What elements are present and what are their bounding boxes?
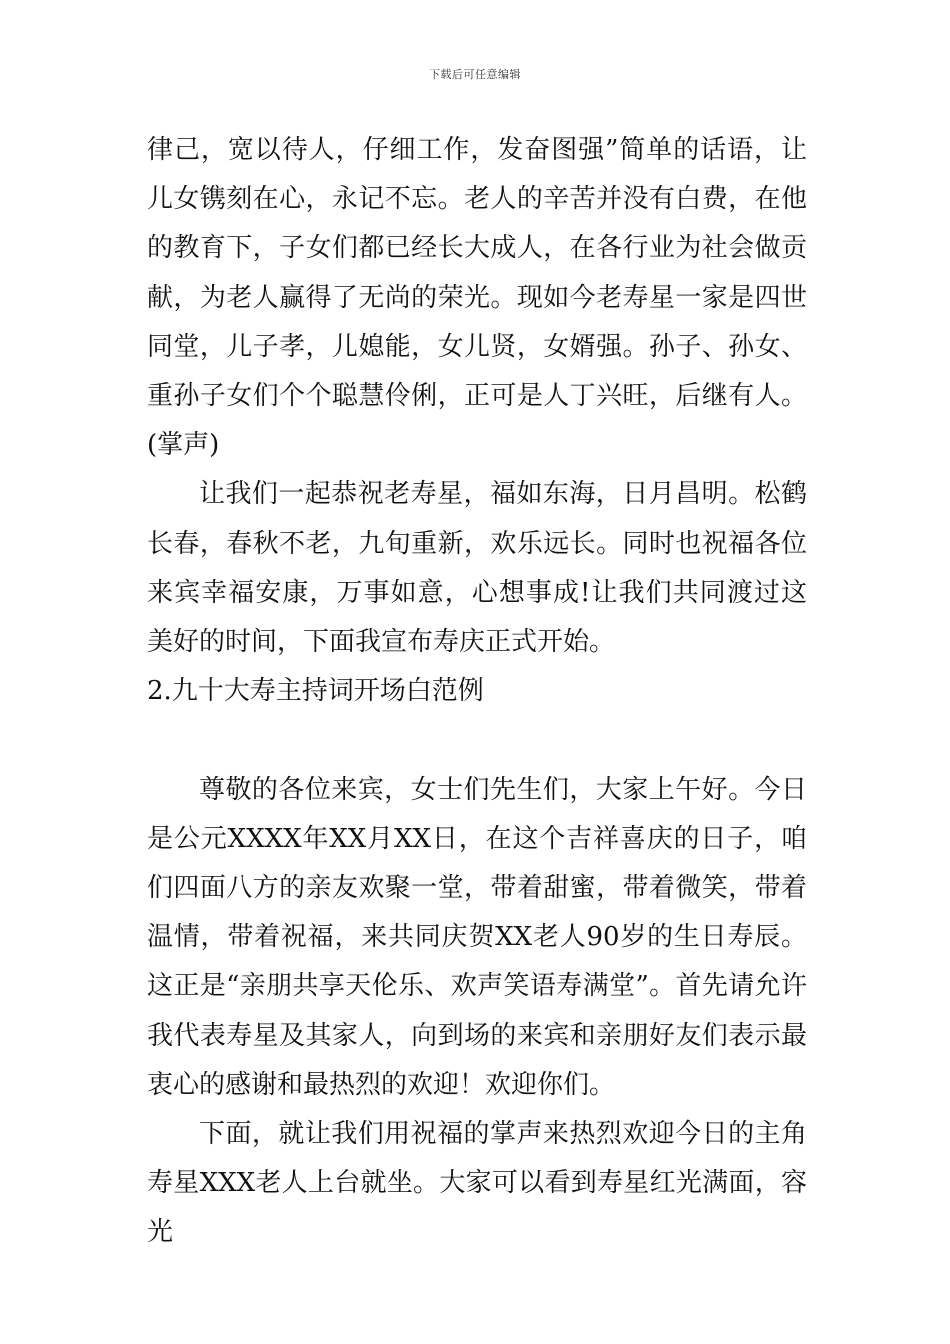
paragraph-family-praise: 律己，宽以待人，仔细工作，发奋图强”简单的话语，让儿女镌刻在心，永记不忘。老人的辛苦并没有白费，在他的教育下，子女们都已经长大成人，在各行业为社会做贡献，为老人赢得了无尚的荣光。现如今老寿星一家是四世同堂，儿子孝，儿媳能，女儿贤，女婿强。孙子、孙女、重孙子女们个个聪慧伶俐，正可是人丁兴旺，后继有人。(掌声) bbox=[147, 135, 807, 461]
paragraph-blessing: 让我们一起恭祝老寿星，福如东海，日月昌明。松鹤长春，春秋不老，九旬重新，欢乐远长。同时也祝福各位来宾幸福安康，万事如意，心想事成!让我们共同渡过这美好的时间，下面我宣布寿庆正式开始。 bbox=[147, 479, 807, 658]
blank-line bbox=[147, 716, 807, 765]
paragraph-opening-remarks: 尊敬的各位来宾，女士们先生们，大家上午好。今日是公元XXXX年XX月XX日，在这个吉祥喜庆的日子，咱们四面八方的亲友欢聚一堂，带着甜蜜，带着微笑，带着温情，带着祝福，来共同庆贺XX老人90岁的生日寿辰。这正是“亲朋共享天伦乐、欢声笑语寿满堂”。首先请允许我代表寿星及其家人，向到场的来宾和亲朋好友们表示最衷心的感谢和最热烈的欢迎！欢迎你们。 bbox=[147, 774, 807, 1100]
document-body bbox=[147, 126, 807, 1258]
section-heading: 2.九十大寿主持词开场白范例 bbox=[147, 676, 484, 707]
page-header: 下载后可任意编辑 bbox=[429, 68, 521, 81]
paragraph-welcome-guest-of-honor: 下面，就让我们用祝福的掌声来热烈欢迎今日的主角寿星XXX老人上台就坐。大家可以看到寿星红光满面，容光 bbox=[147, 1119, 807, 1248]
